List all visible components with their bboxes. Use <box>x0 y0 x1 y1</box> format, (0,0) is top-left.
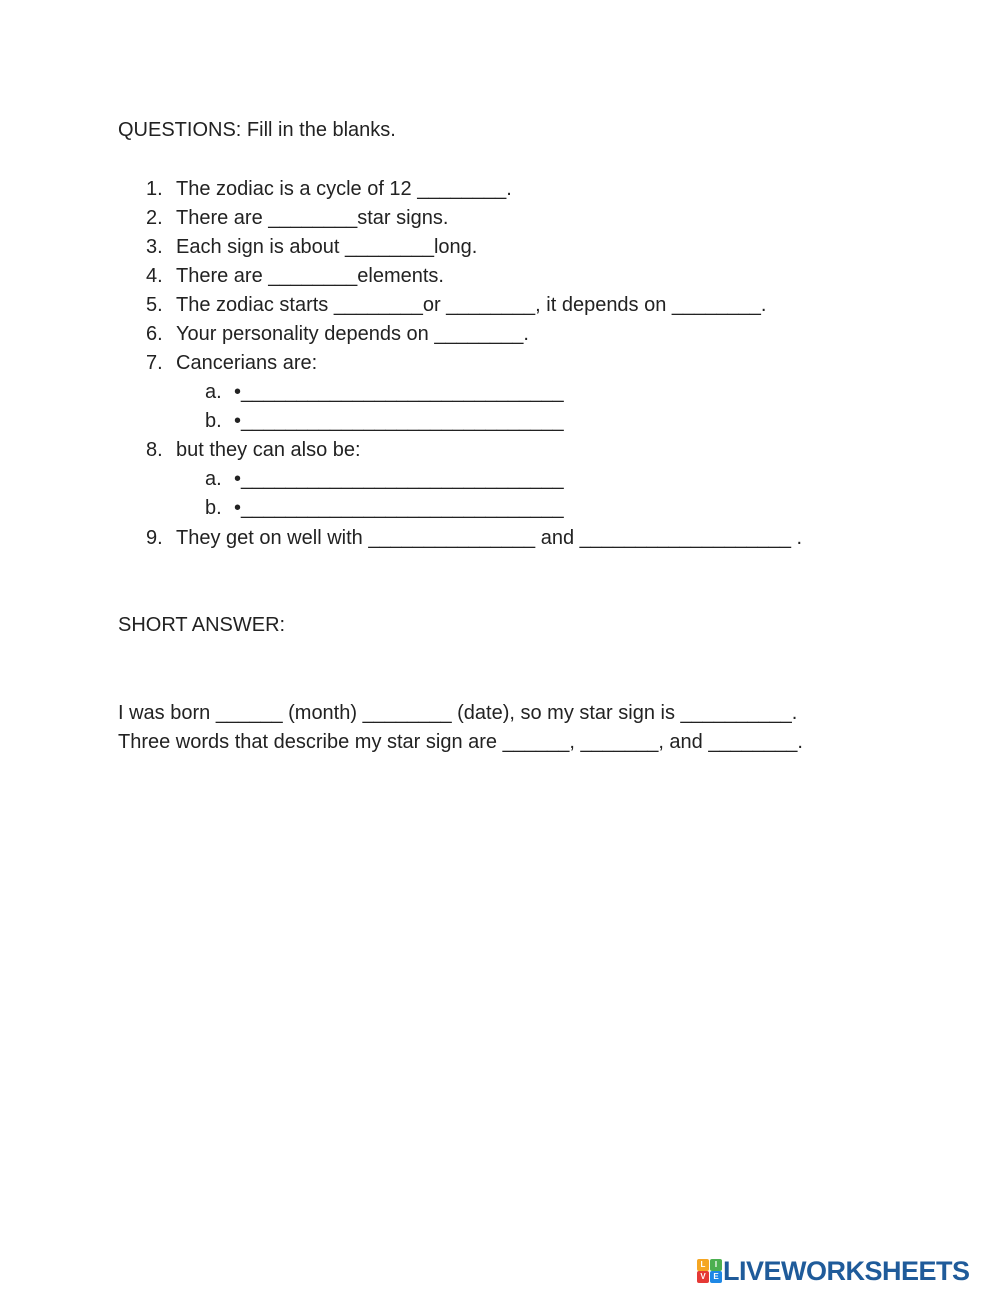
short-answer-heading: SHORT ANSWER: <box>118 614 286 636</box>
sub-item-letter: b. <box>205 410 222 432</box>
logo-tile: I <box>710 1259 722 1271</box>
question-text[interactable]: There are ________elements. <box>176 265 444 287</box>
logo-text: LIVEWORKSHEETS <box>723 1256 970 1286</box>
question-number: 3. <box>146 236 163 258</box>
question-number: 5. <box>146 294 163 316</box>
logo-tile: E <box>710 1271 722 1283</box>
question-number: 2. <box>146 207 163 229</box>
sub-item-letter: a. <box>205 468 222 490</box>
answer-blank[interactable]: •_____________________________ <box>234 497 564 519</box>
short-answer-line[interactable]: Three words that describe my star sign are ______, _______, and ________. <box>118 731 803 753</box>
logo-tiles-icon <box>697 1259 722 1283</box>
question-number: 1. <box>146 178 163 200</box>
question-number: 9. <box>146 527 163 549</box>
question-number: 6. <box>146 323 163 345</box>
sub-item-letter: b. <box>205 497 222 519</box>
question-text: Cancerians are: <box>176 352 318 374</box>
question-text[interactable]: The zodiac is a cycle of 12 ________. <box>176 178 512 200</box>
answer-blank[interactable]: •_____________________________ <box>234 410 564 432</box>
question-text: but they can also be: <box>176 439 361 461</box>
answer-blank[interactable]: •_____________________________ <box>234 381 564 403</box>
questions-heading: QUESTIONS: Fill in the blanks. <box>118 119 396 141</box>
question-text[interactable]: Each sign is about ________long. <box>176 236 478 258</box>
question-text[interactable]: They get on well with _______________ and ___________________ . <box>176 527 803 549</box>
question-number: 8. <box>146 439 163 461</box>
logo-tile: L <box>697 1259 709 1271</box>
sub-item-letter: a. <box>205 381 222 403</box>
answer-blank[interactable]: •_____________________________ <box>234 468 564 490</box>
logo-tile: V <box>697 1271 709 1283</box>
question-number: 7. <box>146 352 163 374</box>
short-answer-line[interactable]: I was born ______ (month) ________ (date), so my star sign is __________. <box>118 702 798 724</box>
question-number: 4. <box>146 265 163 287</box>
question-text[interactable]: There are ________star signs. <box>176 207 449 229</box>
question-text[interactable]: The zodiac starts ________or ________, it depends on ________. <box>176 294 767 316</box>
question-text[interactable]: Your personality depends on ________. <box>176 323 529 345</box>
